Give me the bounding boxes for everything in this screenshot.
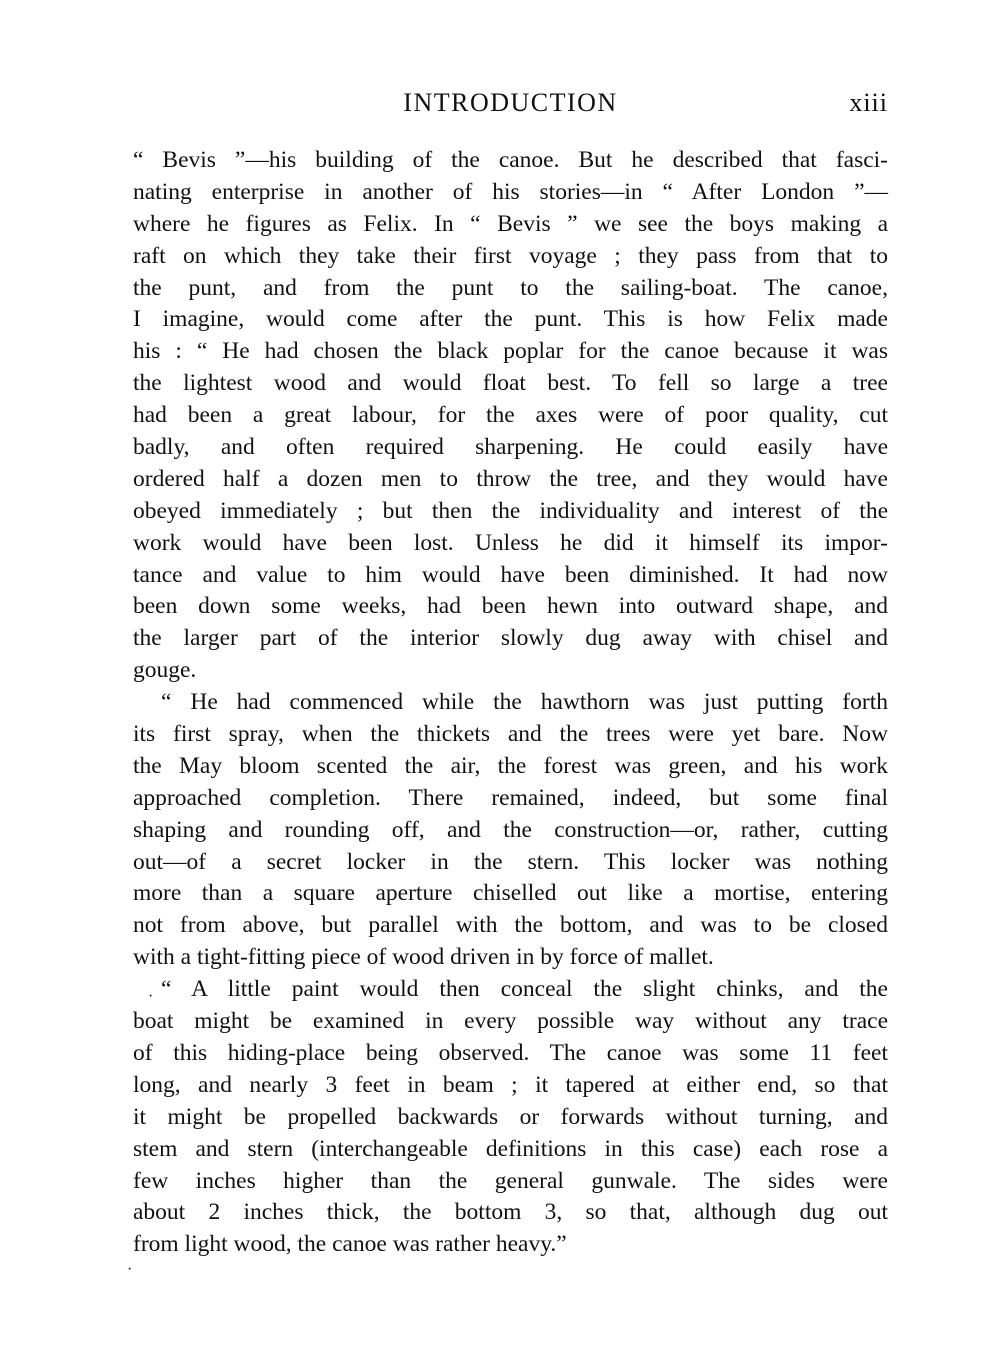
text-line: not from above, but parallel with the bottom, and was to be closed	[133, 912, 888, 939]
text-line: work would have been lost. Unless he did it himself its impor-	[133, 529, 888, 556]
text-line: the May bloom scented the air, the forest was green, and his work	[133, 752, 888, 779]
text-line: had been a great labour, for the axes were of poor quality, cut	[133, 402, 888, 429]
text-line: “ A little paint would then conceal the slight chinks, and the	[161, 976, 888, 1003]
paragraph	[133, 145, 888, 687]
text-line: the lightest wood and would float best. To fell so large a tree	[133, 370, 888, 397]
text-line: obeyed immediately ; but then the individuality and interest of the	[133, 497, 888, 524]
text-line: tance and value to him would have been diminished. It had now	[133, 561, 888, 588]
text-line: out—of a secret locker in the stern. This locker was nothing	[133, 848, 888, 875]
scan-speck: ·	[148, 988, 154, 1005]
text-line: raft on which they take their first voyage ; they pass from that to	[133, 242, 888, 269]
text-line: few inches higher than the general gunwale. The sides were	[133, 1167, 888, 1194]
text-line: been down some weeks, had been hewn into outward shape, and	[133, 593, 888, 620]
text-line: more than a square aperture chiselled out like a mortise, entering	[133, 880, 888, 907]
text-line: from light wood, the canoe was rather heavy.”	[133, 1231, 567, 1258]
text-line: it might be propelled backwards or forwards without turning, and	[133, 1103, 888, 1130]
text-line: badly, and often required sharpening. He could easily have	[133, 434, 888, 461]
text-line: with a tight-fitting piece of wood driven in by force of mallet.	[133, 944, 714, 971]
text-line: nating enterprise in another of his stories—in “ After London ”—	[133, 178, 888, 205]
body-text	[133, 145, 888, 1261]
running-title: INTRODUCTION	[403, 88, 618, 117]
text-line: shaping and rounding off, and the construction—or, rather, cutting	[133, 816, 888, 843]
text-line: long, and nearly 3 feet in beam ; it tapered at either end, so that	[133, 1071, 888, 1098]
page-number: xiii	[849, 88, 888, 117]
text-line: the larger part of the interior slowly dug away with chisel and	[133, 625, 888, 652]
text-line: I imagine, would come after the punt. This is how Felix made	[133, 306, 888, 333]
text-line: the punt, and from the punt to the sailing-boat. The canoe,	[133, 274, 888, 301]
paragraph	[133, 974, 888, 1261]
text-line: his : “ He had chosen the black poplar for the canoe because it was	[133, 338, 888, 365]
text-line: “ He had commenced while the hawthorn was just putting forth	[161, 689, 888, 716]
running-head	[133, 88, 888, 128]
text-line: approached completion. There remained, indeed, but some final	[133, 784, 888, 811]
text-line: gouge.	[133, 657, 197, 684]
text-line: stem and stern (interchangeable definitions in this case) each rose a	[133, 1135, 888, 1162]
scan-speck: ·	[127, 1261, 133, 1278]
text-line: boat might be examined in every possible way without any trace	[133, 1008, 888, 1035]
text-line: about 2 inches thick, the bottom 3, so that, although dug out	[133, 1199, 888, 1226]
text-line: “ Bevis ”—his building of the canoe. But he described that fasci-	[133, 147, 888, 173]
text-line: of this hiding-place being observed. The canoe was some 11 feet	[133, 1039, 888, 1066]
paragraph	[133, 687, 888, 974]
text-line: where he figures as Felix. In “ Bevis ” we see the boys making a	[133, 210, 888, 237]
text-line: its first spray, when the thickets and the trees were yet bare. Now	[133, 721, 888, 748]
text-line: ordered half a dozen men to throw the tree, and they would have	[133, 465, 888, 492]
